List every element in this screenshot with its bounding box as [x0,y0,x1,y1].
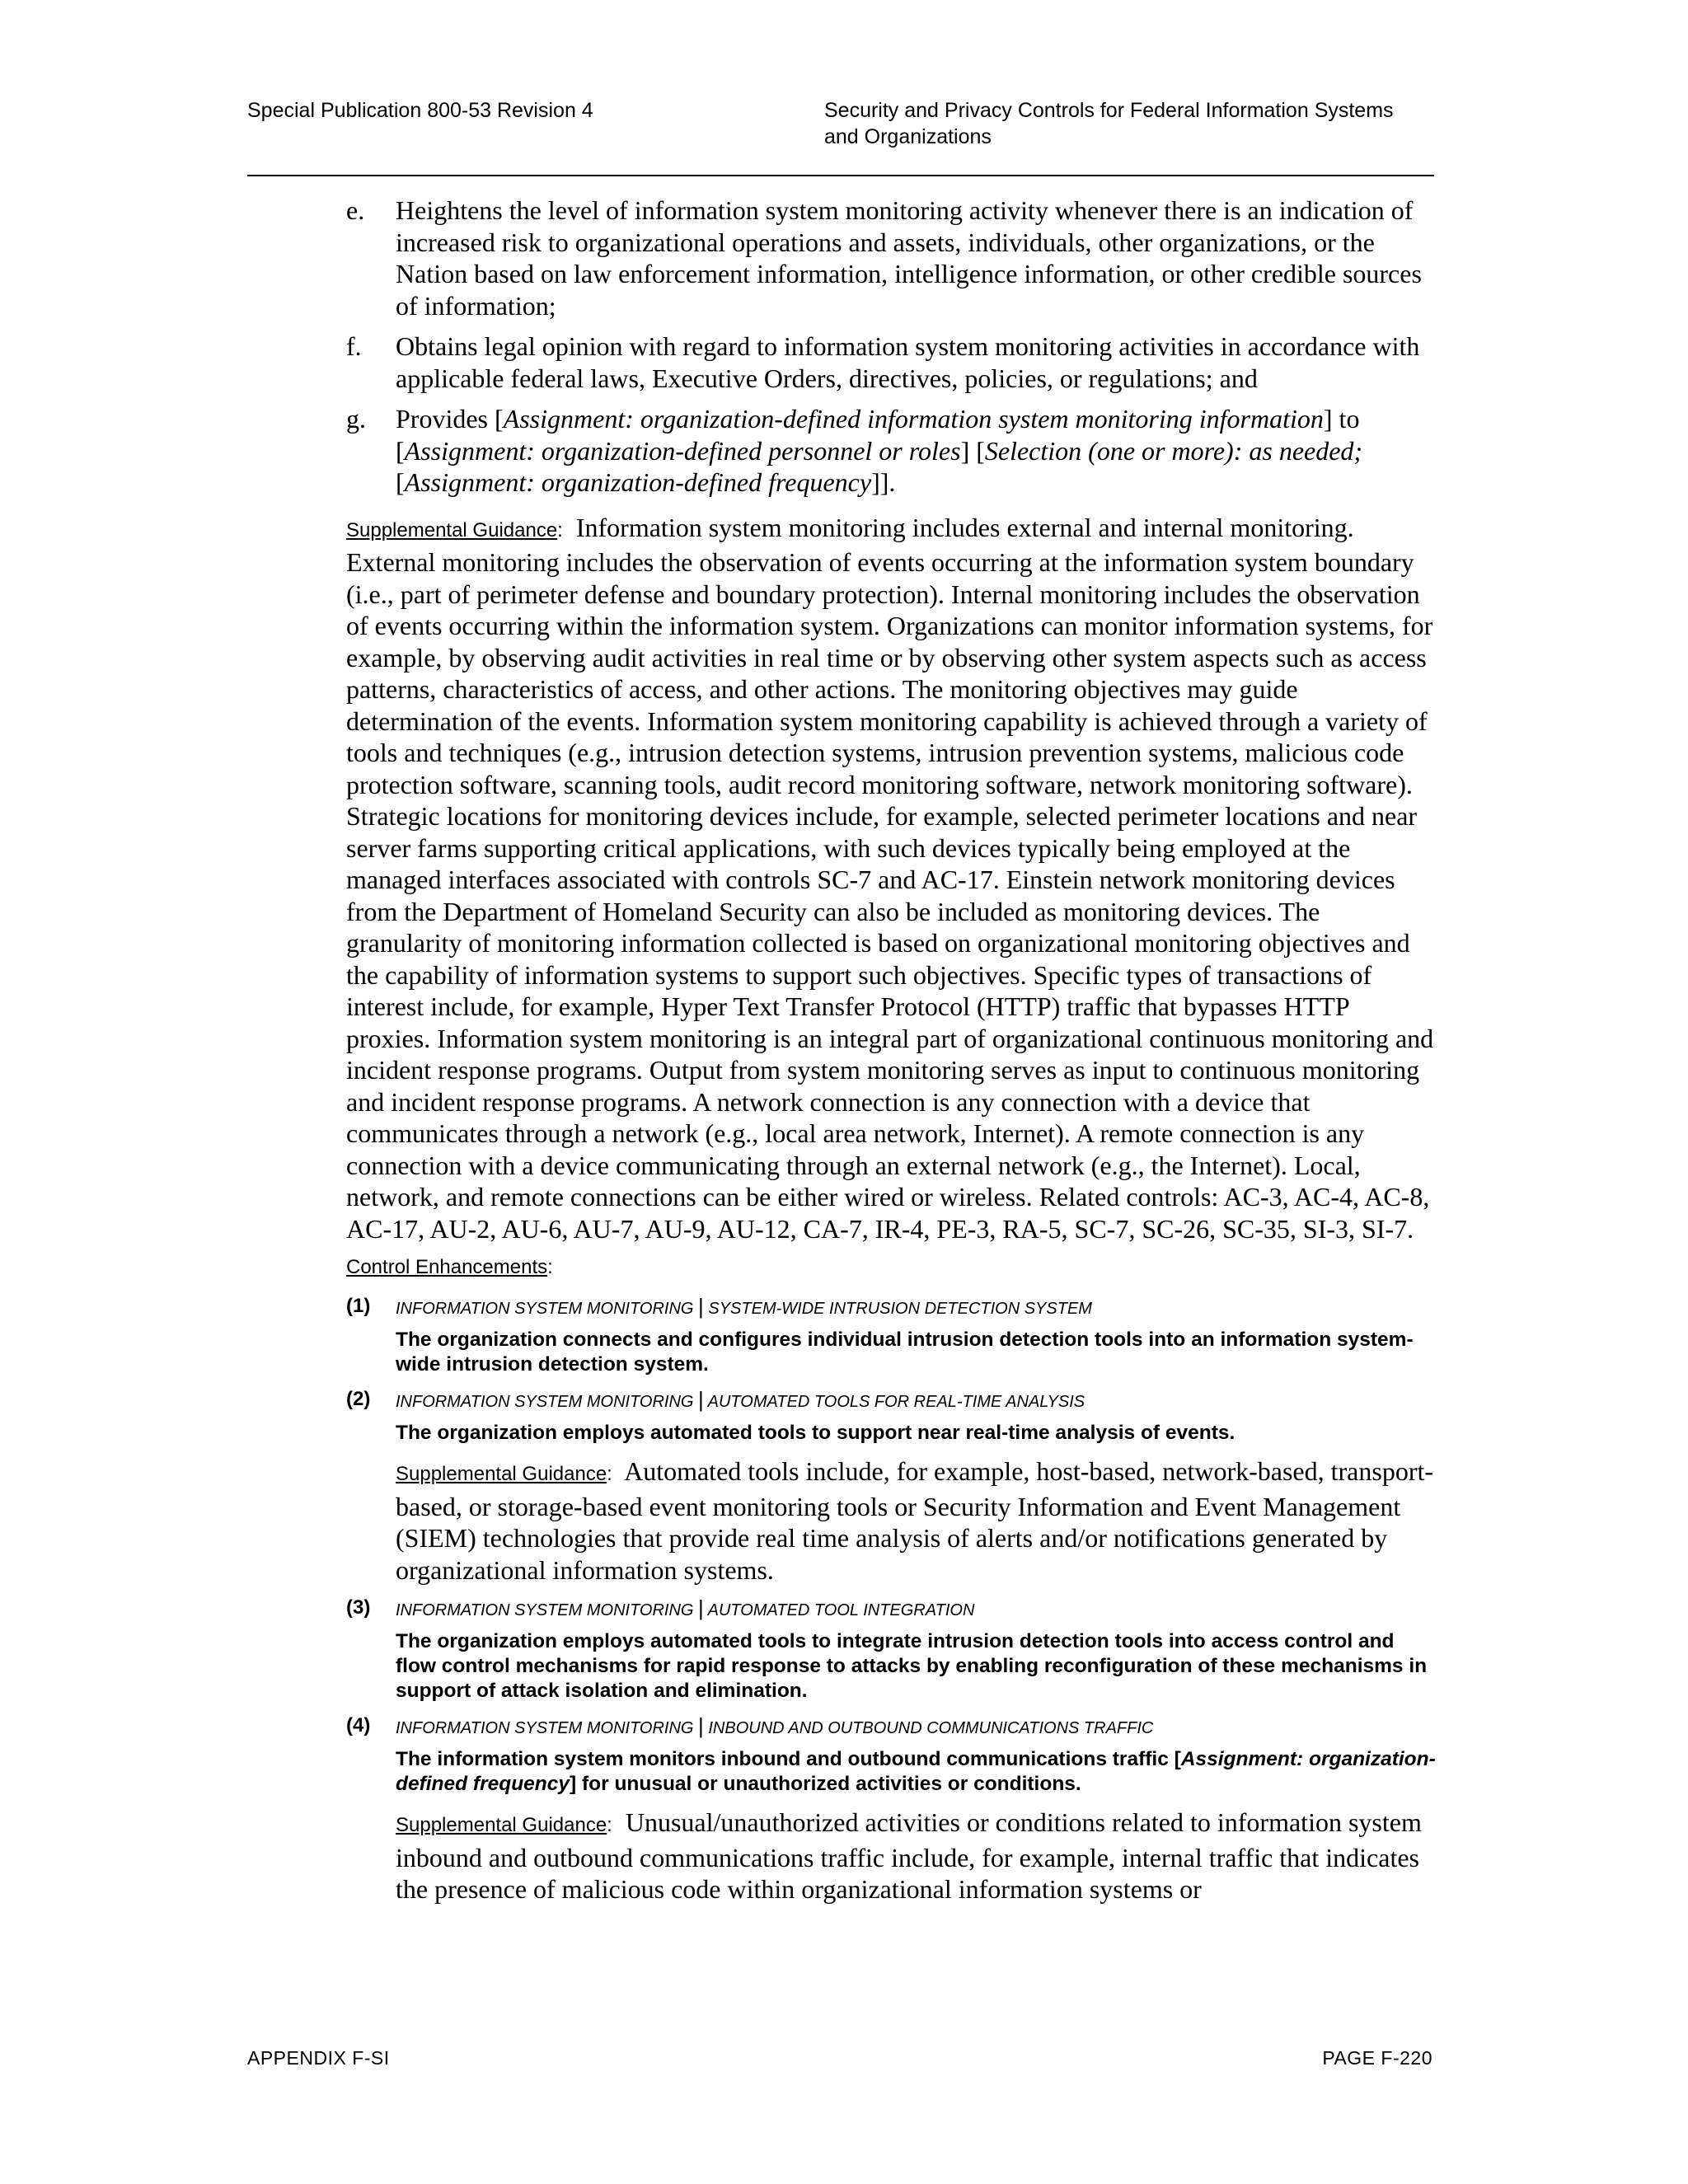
enhancement-3 [346,1596,1438,1704]
header-document-title [824,97,1451,150]
enhancement-statement: The organization employs automated tools to support near real-time analysis of events. [396,1422,1236,1444]
enhancement-number: (4) [346,1714,371,1736]
header-publication-title: Special Publication 800-53 Revision 4 [247,99,593,122]
supplemental-guidance-text: Automated tools include, for example, host-based, network-based, transport-based, or storage-based event monitoring tools or Security Information and Event Management (SIEM) technologies that provide real time analysis of alerts and/or notifications generated by organizational information systems. [396,1456,1434,1585]
list-item-f [346,330,1438,394]
list-item-text: Obtains legal opinion with regard to information system monitoring activities in accordance with applicable federal laws, Executive Orders, directives, policies, or regulations; and [396,331,1420,393]
enhancement-4 [346,1713,1438,1905]
enhancement-title: INFORMATION SYSTEM MONITORING | AUTOMATED TOOL INTEGRATION [396,1596,975,1620]
list-letter: f. [346,331,362,361]
enhancement-title: INFORMATION SYSTEM MONITORING | AUTOMATED TOOLS FOR REAL-TIME ANALYSIS [396,1387,1085,1412]
enhancement-statement: The organization connects and configures individual intrusion detection tools into an information system-wide intrusion detection system. [396,1329,1414,1376]
enhancement-2 [346,1387,1438,1586]
enhancement-number: (2) [346,1388,371,1410]
footer-page-number: PAGE F-220 [1322,2047,1432,2069]
list-letter: e. [346,195,365,225]
enhancement-guidance: Supplemental Guidance: Unusual/unauthorized activities or conditions related to information system inbound and outbound communications traffic include, for example, internal traffic that indicates the presence of malicious code within organizational information systems or [396,1807,1422,1904]
enhancement-number: (1) [346,1295,371,1317]
supplemental-guidance-label: Supplemental Guidance [396,1814,607,1836]
control-enhancements-heading: Control Enhancements: [346,1256,553,1278]
supplemental-guidance: Supplemental Guidance: Information system monitoring includes external and internal monitoring. External monitoring includes the observation of events occurring at the information system boundary (i.e., part of perimeter defense and boundary protection). Internal monitoring includes the observation of events occurring within the information system. Organizations can monitor information systems, for example, by observing audit activities in real time or by observing other system aspects such as access patterns, characteristics of access, and other actions. The monitoring objectives may guide determination of the events. Information system monitoring capability is achieved through a variety of tools and techniques (e.g., intrusion detection systems, intrusion prevention systems, malicious code protection software, scanning tools, audit record monitoring software, network monitoring software). Strategic locations for monitoring devices include, for example, selected perimeter locations and near server farms supporting critical applications, with such devices typically being employed at the managed interfaces associated with controls SC-7 and AC-17. Einstein network monitoring devices from the Department of Homeland Security can also be included as monitoring devices. The granularity of monitoring information collected is based on organizational monitoring objectives and the capability of information systems to support such objectives. Specific types of transactions of interest include, for example, Hyper Text Transfer Protocol (HTTP) traffic that bypasses HTTP proxies. Information system monitoring is an integral part of organizational continuous monitoring and incident response programs. Output from system monitoring serves as input to continuous monitoring and incident response programs. A network connection is any connection with a device that communicates through a network (e.g., local area network, Internet). A remote connection is any connection with a device communicating through an external network (e.g., the Internet). Local, network, and remote connections can be either wired or wireless. Related controls: AC-3, AC-4, AC-8, AC-17, AU-2, AU-6, AU-7, AU-9, AU-12, CA-7, IR-4, PE-3, RA-5, SC-7, SC-26, SC-35, SI-3, SI-7. [346,512,1434,1244]
page-content [346,194,1438,1915]
list-letter: g. [346,404,366,434]
enhancement-number: (3) [346,1596,371,1619]
supplemental-guidance-label: Supplemental Guidance [396,1463,607,1485]
supplemental-guidance-label: Supplemental Guidance [346,518,558,541]
enhancement-guidance: Supplemental Guidance: Automated tools include, for example, host-based, network-based, transport-based, or storage-based event monitoring tools or Security Information and Event Management (SIEM) technologies that provide real time analysis of alerts and/or notifications generated by organizational information systems. [396,1456,1434,1585]
enhancement-statement: The information system monitors inbound and outbound communications traffic [Assignment: organization-defined frequency] for unusual or unauthorized activities or conditions. [396,1748,1436,1795]
header-divider [247,175,1434,176]
list-item-text: Heightens the level of information system monitoring activity whenever there is an indication of increased risk to organizational operations and assets, individuals, other organizations, or the Nation based on law enforcement information, intelligence information, or other credible sources of information; [396,195,1422,321]
supplemental-guidance-text: Information system monitoring includes external and internal monitoring. External monitoring includes the observation of events occurring at the information system boundary (i.e., part of perimeter defense and boundary protection). Internal monitoring includes the observation of events occurring within the information system. Organizations can monitor information systems, for example, by observing audit activities in real time or by observing other system aspects such as access patterns, characteristics of access, and other actions. The monitoring objectives may guide determination of the events. Information system monitoring capability is achieved through a variety of tools and techniques (e.g., intrusion detection systems, intrusion prevention systems, malicious code protection software, scanning tools, audit record monitoring software, network monitoring software). Strategic locations for monitoring devices include, for example, selected perimeter locations and near server farms supporting critical applications, with such devices typically being employed at the managed interfaces associated with controls SC-7 and AC-17. Einstein network monitoring devices from the Department of Homeland Security can also be included as monitoring devices. The granularity of monitoring information collected is based on organizational monitoring objectives and the capability of information systems to support such objectives. Specific types of transactions of interest include, for example, Hyper Text Transfer Protocol (HTTP) traffic that bypasses HTTP proxies. Information system monitoring is an integral part of organizational continuous monitoring and incident response programs. Output from system monitoring serves as input to continuous monitoring and incident response programs. A network connection is any connection with a device that communicates through a network (e.g., local area network, Internet). A remote connection is any connection with a device communicating through an external network (e.g., the Internet). Local, network, and remote connections can be either wired or wireless. Related controls: AC-3, AC-4, AC-8, AC-17, AU-2, AU-6, AU-7, AU-9, AU-12, CA-7, IR-4, PE-3, RA-5, SC-7, SC-26, SC-35, SI-3, SI-7. [346,512,1434,1244]
enhancement-title: INFORMATION SYSTEM MONITORING | INBOUND AND OUTBOUND COMMUNICATIONS TRAFFIC [396,1713,1154,1738]
list-item-g [346,403,1438,499]
control-enhancements-label: Control Enhancements [346,1256,548,1278]
header-title-line-1: Security and Privacy Controls for Federal Information Systems [824,99,1394,122]
header-title-line-2: and Organizations [824,125,992,148]
list-item-e [346,194,1438,321]
enhancement-1 [346,1294,1438,1377]
enhancement-title: INFORMATION SYSTEM MONITORING | SYSTEM-WIDE INTRUSION DETECTION SYSTEM [396,1294,1092,1319]
list-item-text: Provides [Assignment: organization-defined information system monitoring information] to [Assignment: organization-defined personnel or roles] [Selection (one or more): as needed; [Assignment: organization-defined frequency]]. [396,404,1363,497]
enhancement-statement: The organization employs automated tools to integrate intrusion detection tools into access control and flow control mechanisms for rapid response to attacks by enabling reconfiguration of these mechanisms in support of attack isolation and elimination. [396,1630,1428,1702]
supplemental-guidance-text: Unusual/unauthorized activities or conditions related to information system inbound and outbound communications traffic include, for example, internal traffic that indicates the presence of malicious code within organizational information systems or [396,1807,1422,1904]
footer-appendix-label: APPENDIX F-SI [247,2047,390,2069]
